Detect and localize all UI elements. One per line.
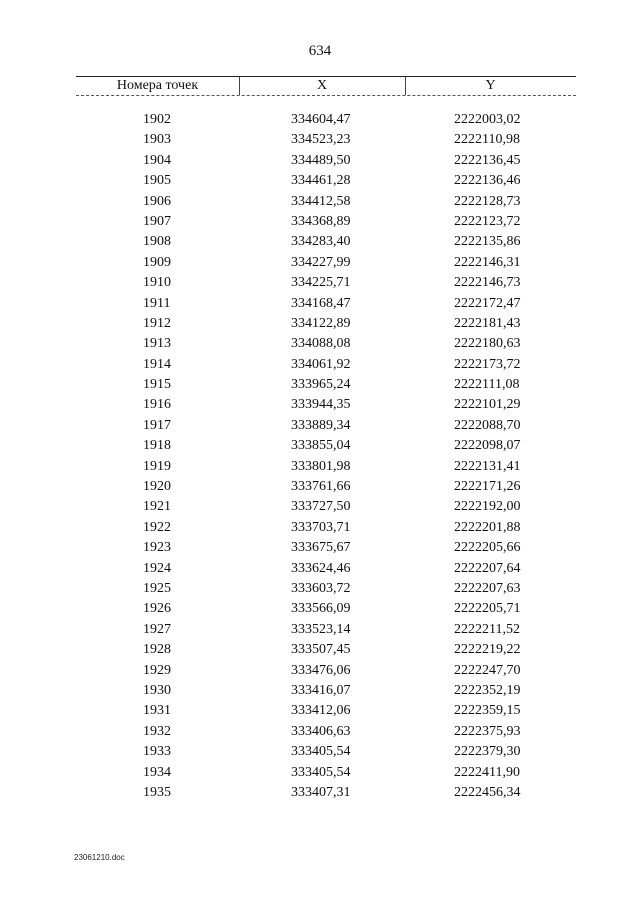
table-row <box>0 395 640 415</box>
y-coordinate-cell: 2222146,31 <box>454 254 521 270</box>
point-number-cell: 1918 <box>143 438 171 454</box>
point-number-cell: 1928 <box>143 642 171 658</box>
y-coordinate-cell: 2222088,70 <box>454 417 521 433</box>
point-number-cell: 1908 <box>143 234 171 250</box>
y-coordinate-cell: 2222003,02 <box>454 112 521 127</box>
coordinates-table-body <box>0 110 640 803</box>
x-coordinate-cell: 333944,35 <box>291 397 351 413</box>
y-coordinate-cell: 2222101,29 <box>454 397 521 413</box>
point-number-cell: 1935 <box>143 784 171 800</box>
x-coordinate-cell: 333965,24 <box>291 377 351 393</box>
y-coordinate-cell: 2222375,93 <box>454 723 521 739</box>
table-row <box>0 171 640 191</box>
x-coordinate-cell: 333566,09 <box>291 601 351 617</box>
y-coordinate-cell: 2222098,07 <box>454 438 521 454</box>
point-number-cell: 1921 <box>143 499 171 515</box>
y-coordinate-cell: 2222411,90 <box>454 764 520 780</box>
x-coordinate-cell: 334122,89 <box>291 315 351 331</box>
y-coordinate-cell: 2222359,15 <box>454 703 521 719</box>
point-number-cell: 1927 <box>143 621 171 637</box>
table-row <box>0 579 640 599</box>
table-header-bottom-rule <box>76 95 576 96</box>
x-coordinate-cell: 334461,28 <box>291 173 351 189</box>
page-number: 634 <box>308 43 332 59</box>
table-row <box>0 334 640 354</box>
x-coordinate-cell: 334523,23 <box>291 132 351 148</box>
y-coordinate-cell: 2222207,64 <box>454 560 521 576</box>
point-number-cell: 1910 <box>143 275 171 291</box>
point-number-cell: 1916 <box>143 397 171 413</box>
x-coordinate-cell: 333476,06 <box>291 662 351 678</box>
y-coordinate-cell: 2222128,73 <box>454 193 521 209</box>
point-number-cell: 1926 <box>143 601 171 617</box>
x-coordinate-cell: 333405,54 <box>291 744 351 760</box>
x-coordinate-cell: 333405,54 <box>291 764 351 780</box>
header-x: X <box>316 78 328 93</box>
point-number-cell: 1914 <box>143 356 171 372</box>
footer-filename: 23061210.doc <box>74 853 125 862</box>
x-coordinate-cell: 333407,31 <box>291 784 351 800</box>
table-row <box>0 416 640 436</box>
y-coordinate-cell: 2222111,08 <box>454 377 520 393</box>
y-coordinate-cell: 2222180,63 <box>454 336 521 352</box>
point-number-cell: 1920 <box>143 479 171 495</box>
y-coordinate-cell: 2222352,19 <box>454 682 521 698</box>
y-coordinate-cell: 2222173,72 <box>454 356 521 372</box>
x-coordinate-cell: 333624,46 <box>291 560 351 576</box>
x-coordinate-cell: 334227,99 <box>291 254 351 270</box>
table-row <box>0 110 640 130</box>
y-coordinate-cell: 2222136,46 <box>454 173 521 189</box>
y-coordinate-cell: 2222219,22 <box>454 642 521 658</box>
y-coordinate-cell: 2222172,47 <box>454 295 521 311</box>
table-row <box>0 783 640 803</box>
table-row <box>0 722 640 742</box>
x-coordinate-cell: 334168,47 <box>291 295 351 311</box>
table-row <box>0 436 640 456</box>
table-row <box>0 599 640 619</box>
y-coordinate-cell: 2222205,66 <box>454 540 521 556</box>
point-number-cell: 1932 <box>143 723 171 739</box>
y-coordinate-cell: 2222201,88 <box>454 519 521 535</box>
table-row <box>0 701 640 721</box>
table-row <box>0 253 640 273</box>
x-coordinate-cell: 333412,06 <box>291 703 351 719</box>
table-row <box>0 518 640 538</box>
y-coordinate-cell: 2222211,52 <box>454 621 520 637</box>
point-number-cell: 1905 <box>143 173 171 189</box>
x-coordinate-cell: 334283,40 <box>291 234 351 250</box>
table-row <box>0 742 640 762</box>
table-row <box>0 232 640 252</box>
y-coordinate-cell: 2222135,86 <box>454 234 521 250</box>
table-row <box>0 294 640 314</box>
table-row <box>0 559 640 579</box>
x-coordinate-cell: 333889,34 <box>291 417 351 433</box>
x-coordinate-cell: 333523,14 <box>291 621 351 637</box>
y-coordinate-cell: 2222456,34 <box>454 784 521 800</box>
x-coordinate-cell: 333801,98 <box>291 458 351 474</box>
y-coordinate-cell: 2222379,30 <box>454 744 521 760</box>
table-row <box>0 763 640 783</box>
point-number-cell: 1919 <box>143 458 171 474</box>
table-row <box>0 640 640 660</box>
x-coordinate-cell: 334088,08 <box>291 336 351 352</box>
point-number-cell: 1923 <box>143 540 171 556</box>
y-coordinate-cell: 2222171,26 <box>454 479 521 495</box>
table-row <box>0 273 640 293</box>
header-point-number: Номера точек <box>116 78 199 93</box>
x-coordinate-cell: 334225,71 <box>291 275 351 291</box>
x-coordinate-cell: 333703,71 <box>291 519 351 535</box>
point-number-cell: 1902 <box>143 112 171 127</box>
point-number-cell: 1917 <box>143 417 171 433</box>
table-row <box>0 681 640 701</box>
point-number-cell: 1929 <box>143 662 171 678</box>
x-coordinate-cell: 334489,50 <box>291 152 351 168</box>
y-coordinate-cell: 2222131,41 <box>454 458 521 474</box>
table-row <box>0 538 640 558</box>
table-row <box>0 130 640 150</box>
table-row <box>0 477 640 497</box>
point-number-cell: 1934 <box>143 764 171 780</box>
point-number-cell: 1930 <box>143 682 171 698</box>
table-row <box>0 212 640 232</box>
point-number-cell: 1912 <box>143 315 171 331</box>
point-number-cell: 1911 <box>143 295 171 311</box>
x-coordinate-cell: 333675,67 <box>291 540 351 556</box>
x-coordinate-cell: 333416,07 <box>291 682 351 698</box>
table-row <box>0 314 640 334</box>
x-coordinate-cell: 334604,47 <box>291 112 351 127</box>
x-coordinate-cell: 333507,45 <box>291 642 351 658</box>
table-row <box>0 355 640 375</box>
point-number-cell: 1904 <box>143 152 171 168</box>
table-row <box>0 375 640 395</box>
point-number-cell: 1909 <box>143 254 171 270</box>
x-coordinate-cell: 333727,50 <box>291 499 351 515</box>
table-row <box>0 151 640 171</box>
point-number-cell: 1931 <box>143 703 171 719</box>
point-number-cell: 1903 <box>143 132 171 148</box>
table-row <box>0 661 640 681</box>
table-row <box>0 192 640 212</box>
y-coordinate-cell: 2222123,72 <box>454 213 521 229</box>
table-row <box>0 620 640 640</box>
y-coordinate-cell: 2222192,00 <box>454 499 521 515</box>
x-coordinate-cell: 333855,04 <box>291 438 351 454</box>
x-coordinate-cell: 334061,92 <box>291 356 351 372</box>
y-coordinate-cell: 2222110,98 <box>454 132 520 148</box>
table-row <box>0 457 640 477</box>
y-coordinate-cell: 2222205,71 <box>454 601 521 617</box>
point-number-cell: 1933 <box>143 744 171 760</box>
point-number-cell: 1906 <box>143 193 171 209</box>
x-coordinate-cell: 333761,66 <box>291 479 351 495</box>
table-row <box>0 497 640 517</box>
y-coordinate-cell: 2222207,63 <box>454 580 521 596</box>
y-coordinate-cell: 2222181,43 <box>454 315 521 331</box>
y-coordinate-cell: 2222247,70 <box>454 662 521 678</box>
header-y: Y <box>485 78 496 93</box>
x-coordinate-cell: 334412,58 <box>291 193 351 209</box>
x-coordinate-cell: 333603,72 <box>291 580 351 596</box>
y-coordinate-cell: 2222146,73 <box>454 275 521 291</box>
x-coordinate-cell: 334368,89 <box>291 213 351 229</box>
x-coordinate-cell: 333406,63 <box>291 723 351 739</box>
point-number-cell: 1913 <box>143 336 171 352</box>
point-number-cell: 1907 <box>143 213 171 229</box>
table-header <box>76 77 576 95</box>
point-number-cell: 1924 <box>143 560 171 576</box>
point-number-cell: 1925 <box>143 580 171 596</box>
point-number-cell: 1915 <box>143 377 171 393</box>
y-coordinate-cell: 2222136,45 <box>454 152 521 168</box>
point-number-cell: 1922 <box>143 519 171 535</box>
